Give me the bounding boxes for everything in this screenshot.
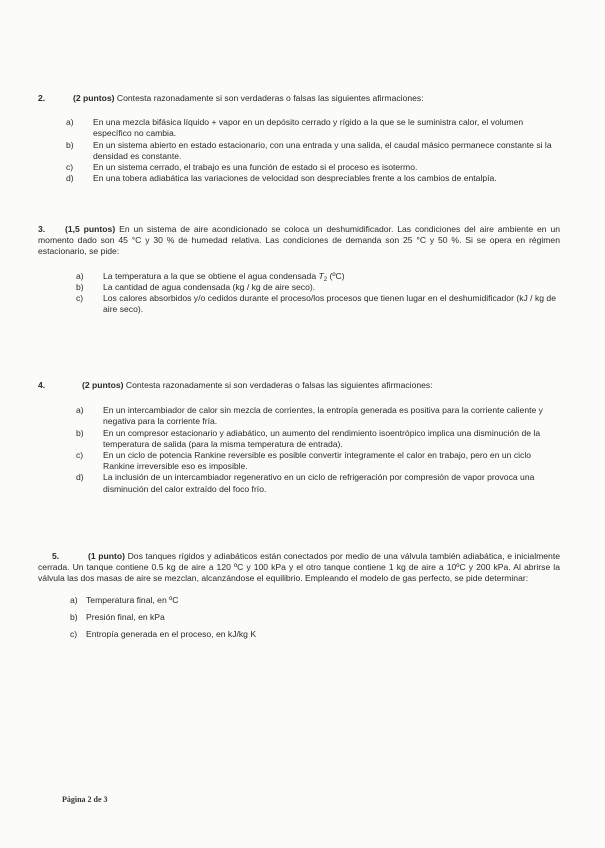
item-text: En un ciclo de potencia Rankine reversible es posible convertir íntegramente el calor en trabajo, pero en un ciclo Rankine irreversible eso es imposible. [103, 450, 532, 472]
list-item [76, 405, 554, 427]
item-label: d) [66, 173, 74, 184]
question-number: 5. [52, 551, 60, 561]
item-label: a) [66, 117, 74, 128]
question-5-header [38, 551, 560, 585]
item-text: La inclusión de un intercambiador regenerativo en un ciclo de refrigeración por compresión de vapor provoca una disminución del calor extraído del foco frío. [103, 472, 535, 494]
list-item [66, 173, 554, 184]
question-prompt: Contesta razonadamente si son verdaderas o falsas las siguientes afirmaciones: [123, 380, 433, 390]
list-item [66, 117, 554, 139]
list-item [70, 629, 550, 640]
question-number: 4. [38, 380, 46, 390]
item-text: Los calores absorbidos y/o cedidos durante el proceso/los procesos que tienen lugar en el deshumidificador (kJ / kg de aire seco). [103, 293, 556, 315]
item-label: b) [70, 611, 78, 622]
item-text: La cantidad de agua condensada (kg / kg de aire seco). [103, 281, 316, 292]
item-text: Presión final, en kPa [86, 611, 165, 622]
question-number: 3. [38, 224, 46, 234]
item-text: Temperatura final, en ºC [86, 594, 179, 605]
item-text: La temperatura a la que se obtiene el agua condensada [103, 270, 317, 281]
question-number: 2. [38, 93, 46, 103]
question-4-items [76, 405, 554, 495]
question-4-header [38, 380, 558, 391]
item-text: En una tobera adiabática las variaciones de velocidad son despreciables frente a los cambios de entalpía. [93, 173, 497, 184]
item-text: Entropía generada en el proceso, en kJ/kg K [86, 629, 257, 640]
item-label: b) [76, 281, 84, 292]
list-item [76, 293, 556, 315]
item-text: En un compresor estacionario y adiabático, un aumento del rendimiento isoentrópico implica una disminución de la temperatura de salida (para la misma temperatura de entrada). [103, 427, 541, 449]
question-5-items [70, 595, 550, 641]
question-2 [38, 93, 558, 184]
list-item [66, 162, 554, 173]
item-text: En una mezcla bifásica líquido + vapor en un depósito cerrado y rígido a la que se le suministra calor, el volumen específico no cambia. [93, 117, 524, 139]
item-label: c) [66, 162, 74, 173]
item-label: c) [76, 293, 84, 304]
question-2-items [66, 117, 554, 184]
question-2-header [38, 93, 558, 104]
question-3-items [76, 271, 556, 316]
item-label: a) [70, 594, 78, 605]
question-3-header [38, 224, 560, 258]
list-item [76, 271, 556, 282]
item-text: En un intercambiador de calor sin mezcla de corrientes, la entropía generada es positiva para la corriente caliente y negativa para la corriente fría. [103, 405, 543, 427]
question-points: (2 puntos) [82, 380, 124, 390]
item-label: a) [76, 405, 84, 416]
item-text: En un sistema abierto en estado estacionario, con una entrada y una salida, el caudal másico permanece constante si la densidad es constante. [93, 139, 552, 161]
item-label: d) [76, 472, 84, 483]
question-5 [38, 551, 560, 640]
question-prompt: Dos tanques rígidos y adiabáticos están conectados por medio de una válvula también adiabática, e inicialmente cerrada. Un tanque contiene 0.5 kg de aire a 120 ºC y 100 kPa y el otro tanque contiene 1 kg de aire a 10ºC y 200 kPa. Al abrirse la válvula las dos masas de aire se mezclan, alcanzándose el equilibrio. Empleando el modelo de gas perfecto, se pide determinar: [38, 551, 560, 584]
list-item [76, 450, 554, 472]
list-item [76, 428, 554, 450]
list-item [70, 595, 550, 606]
list-item [70, 612, 550, 623]
question-prompt: Contesta razonadamente si son verdaderas o falsas las siguientes afirmaciones: [114, 93, 424, 103]
question-3 [38, 224, 560, 315]
item-label: c) [76, 450, 84, 461]
item-label: b) [66, 139, 74, 150]
question-points: (1 punto) [88, 551, 125, 561]
item-label: b) [76, 427, 84, 438]
item-label: a) [76, 270, 84, 281]
question-prompt: En un sistema de aire acondicionado se coloca un deshumidificador. Las condiciones del aire ambiente en un momento dado son 45 °C y 30 % de humedad relativa. Las condiciones de demanda son 25 °C y 50 %. Si se opera en régimen estacionario, se pide: [38, 224, 561, 257]
question-points: (1,5 puntos) [65, 224, 116, 234]
question-4 [38, 380, 558, 495]
list-item [66, 140, 554, 162]
list-item [76, 282, 556, 293]
variable-symbol: T [318, 270, 324, 281]
page-footer: Página 2 de 3 [62, 795, 108, 804]
item-text: En un sistema cerrado, el trabajo es una función de estado si el proceso es isotermo. [93, 162, 418, 173]
variable-subscript: 2 [323, 276, 328, 283]
item-label: c) [70, 629, 78, 640]
item-unit: (ºC) [327, 270, 345, 281]
list-item [76, 472, 554, 494]
question-points: (2 puntos) [73, 93, 115, 103]
